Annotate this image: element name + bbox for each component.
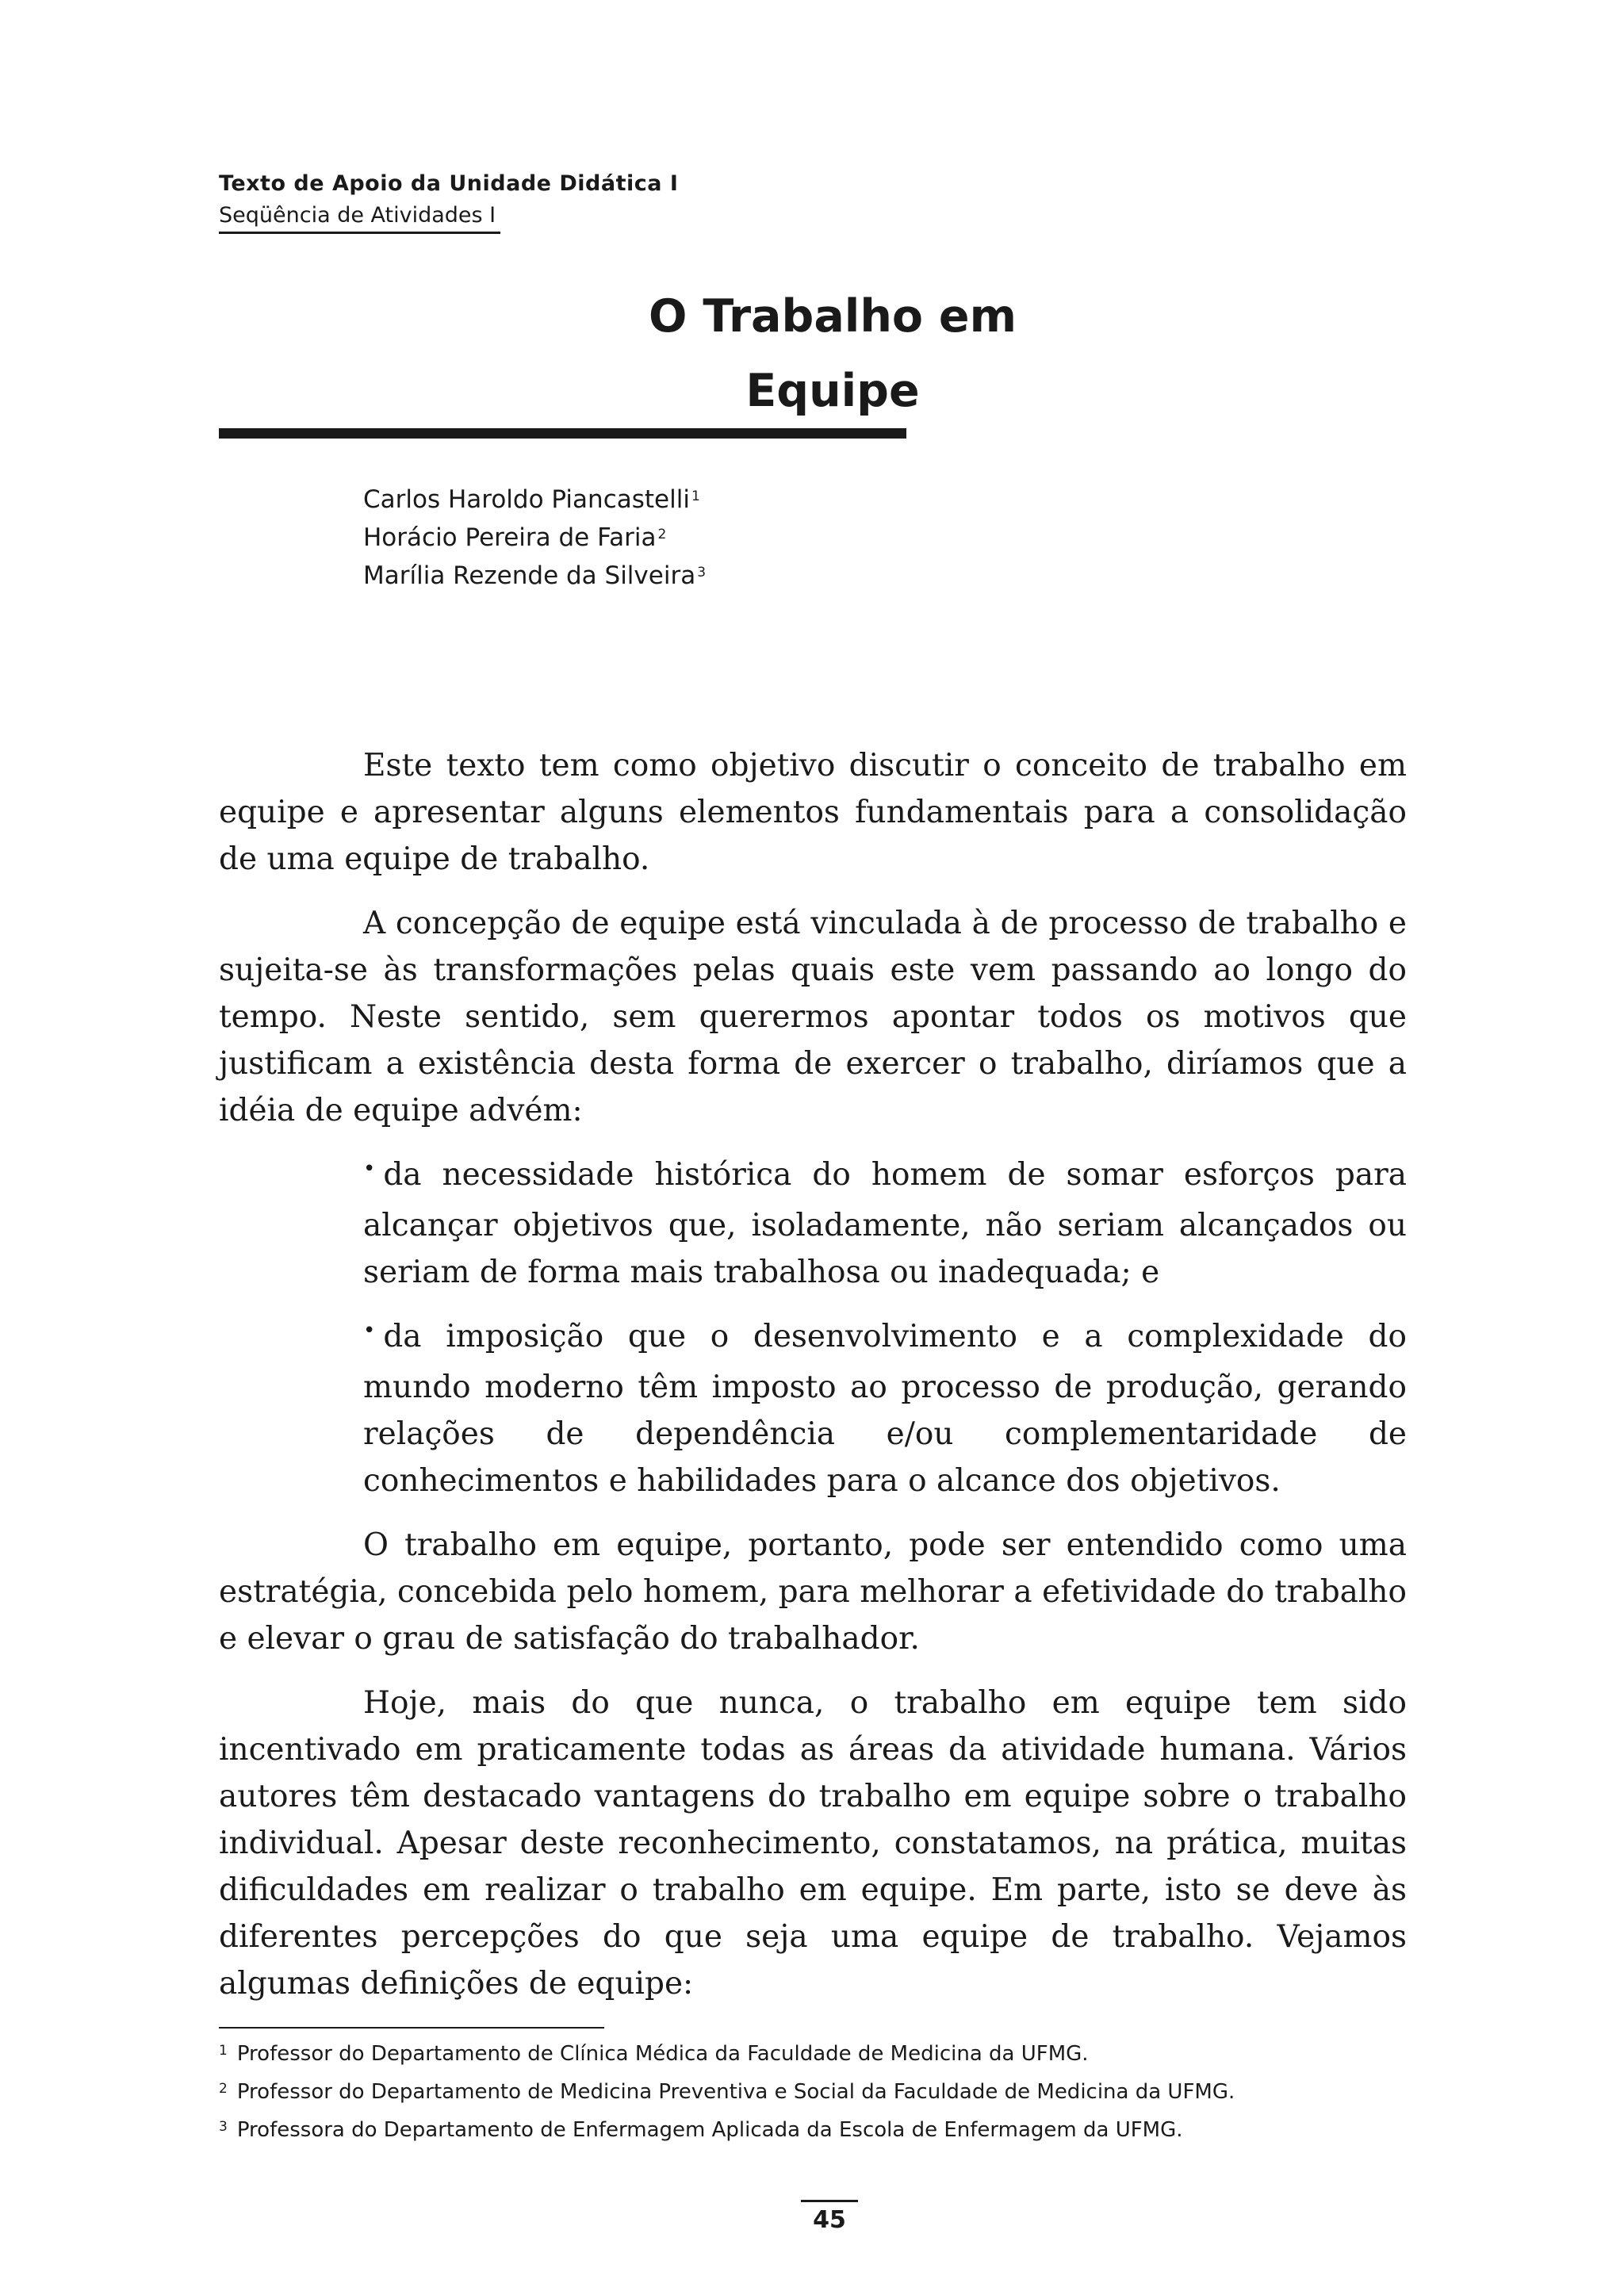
author-2-mark: 2 [657,527,667,542]
footnote-3: $^3$ Professora do Departamento de Enfermagem Aplicada da Escola de Enfermagem da UFMG. [219,2118,1183,2142]
unit-label: Texto de Apoio da Unidade Didática I [219,171,679,196]
paragraph-2: A concepção de equipe está vinculada à de processo de trabalho e sujeita-se às transformações pelas quais este vem passando ao longo do tempo. Neste sentido, sem querermos apontar todos os motivos que justificam a existência desta forma de exercer o trabalho, diríamos que a idéia de equipe advém: [219,906,1407,1128]
footnotes [219,2035,1235,2149]
page-title [476,279,1189,428]
title-line-2: Equipe [745,365,920,417]
bullet-item-1: • da necessidade histórica do homem de somar esforços para alcançar objetivos que, isoladamente, não seriam alcançados ou seriam de forma mais trabalhosa ou inadequada; e [363,1157,1407,1290]
title-line-1: O Trabalho em [649,290,1017,343]
paragraph-4: Hoje, mais do que nunca, o trabalho em equipe tem sido incentivado em praticamente todas as áreas da atividade humana. Vários autores têm destacado vantagens do trabalho em equipe sobre o trabalho individual. Apesar deste reconhecimento, constatamos, na prática, muitas dificuldades em realizar o trabalho em equipe. Em parte, isto se deve às diferentes percepções do que seja uma equipe de trabalho. Vejamos algumas definições de equipe: [219,1685,1407,2002]
author-1: Carlos Haroldo Piancastelli $^1$ [363,485,700,514]
paragraph-3: O trabalho em equipe, portanto, pode ser entendido como uma estratégia, concebida pelo homem, para melhorar a efetividade do trabalho e elevar o grau de satisfação do trabalhador. [219,1527,1407,1657]
author-2: Horácio Pereira de Faria $^2$ [363,523,667,552]
sequence-label: Seqüência de Atividades I [219,200,500,234]
footnote-1: $^1$ Professor do Departamento de Clínica Médica da Faculdade de Medicina da UFMG. [219,2042,1089,2066]
bullet-icon: • [363,1319,376,1343]
author-3-mark: 3 [697,565,707,580]
title-rule [219,428,906,439]
footnote-rule [219,2027,604,2029]
author-3: Marília Rezende da Silveira $^3$ [363,561,707,590]
page-number: 45 [813,2206,846,2234]
bullet-item-2: • da imposição que o desenvolvimento e a complexidade do mundo moderno têm imposto ao processo de produção, gerando relações de dependência e/ou complementaridade de conhecimentos e habilidades para o alcance dos objetivos. [363,1319,1407,1499]
author-1-mark: 1 [691,488,700,504]
body-text [219,742,1407,2025]
footnote-2: $^2$ Professor do Departamento de Medicina Preventiva e Social da Faculdade de Medicina da UFMG. [219,2080,1235,2104]
page-number-rule [801,2200,858,2202]
paragraph-1: Este texto tem como objetivo discutir o conceito de trabalho em equipe e apresentar alguns elementos fundamentais para a consolidação de uma equipe de trabalho. [219,748,1407,877]
bullet-icon: • [363,1157,376,1181]
running-head [219,168,678,234]
author-list [363,481,706,595]
